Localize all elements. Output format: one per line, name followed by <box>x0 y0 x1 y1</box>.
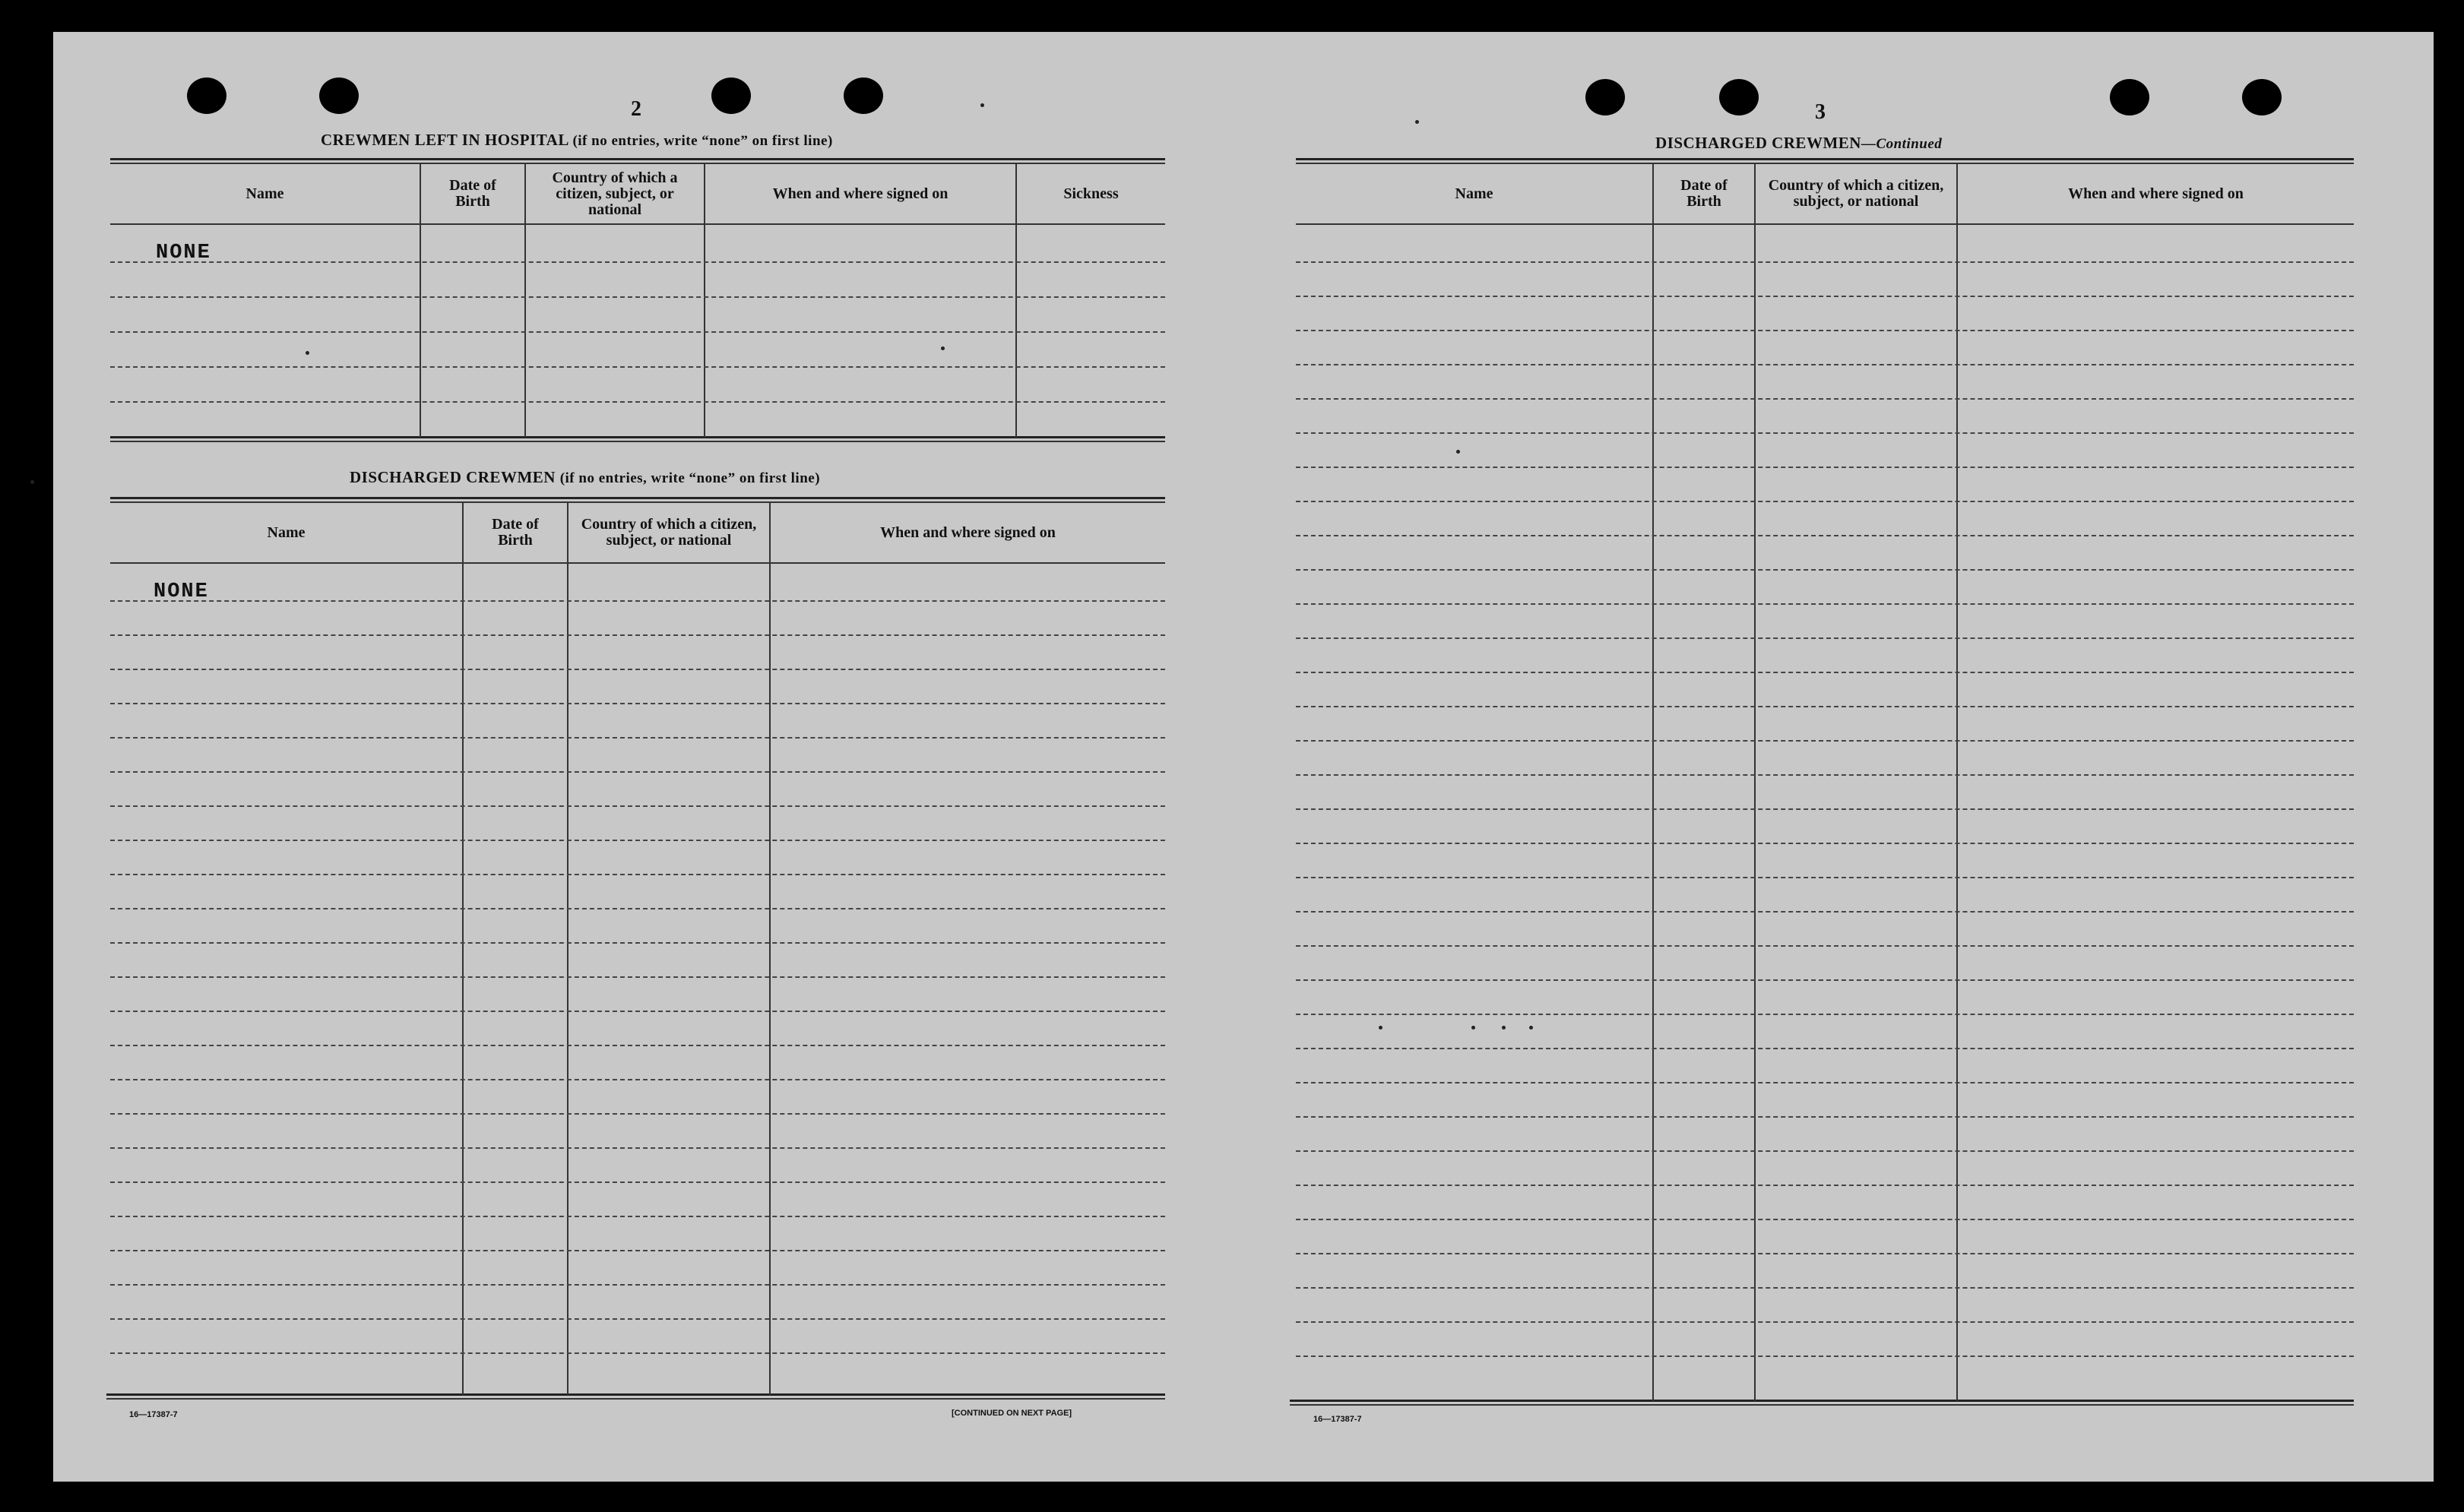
ink-speck <box>941 346 945 350</box>
discharged-left-col-country-text: Country of which a citizen, subject, or national <box>581 516 757 549</box>
discharged-title-text-right: DISCHARGED CREWMEN <box>1655 134 1861 152</box>
ruled-line <box>1296 535 2354 536</box>
ruled-line <box>1296 296 2354 297</box>
discharged-bottom-rule-left-2 <box>106 1398 1165 1400</box>
discharged-section-title-left <box>350 468 820 487</box>
form-number-left: 16—17387-7 <box>129 1410 178 1419</box>
ruled-line <box>110 1011 1165 1012</box>
discharged-right-col-country <box>1756 164 1956 223</box>
hospital-col-signed-on: When and where signed on <box>772 185 949 202</box>
ruled-line <box>1296 398 2354 400</box>
ruled-line <box>110 1045 1165 1046</box>
ink-speck <box>306 351 309 355</box>
ruled-line <box>110 366 1165 368</box>
punch-hole <box>1585 79 1625 115</box>
hospital-top-rule <box>110 158 1165 160</box>
ruled-line <box>110 634 1165 636</box>
ruled-line <box>110 942 1165 944</box>
ruled-line <box>1296 979 2354 981</box>
discharged-right-col-signed-on: When and where signed on <box>2068 185 2244 202</box>
ruled-line <box>110 331 1165 333</box>
discharged-title-suffix-right: —Continued <box>1861 136 1943 152</box>
ruled-line <box>110 737 1165 739</box>
ruled-line <box>1296 1185 2354 1186</box>
hospital-section-title <box>321 131 833 150</box>
ruled-line <box>1296 945 2354 947</box>
hospital-col-dob-text: Date of Birth <box>449 177 496 210</box>
punch-hole <box>2110 79 2149 115</box>
punch-hole <box>319 77 359 114</box>
discharged-right-col-divider <box>1652 163 1654 1401</box>
ink-speck <box>30 480 34 484</box>
ink-speck <box>980 103 984 107</box>
page-number-right: 3 <box>1815 100 1826 124</box>
punch-hole <box>187 77 226 114</box>
form-number-right: 16—17387-7 <box>1313 1415 1362 1424</box>
ink-speck <box>1471 1026 1475 1030</box>
discharged-left-col-signed-on: When and where signed on <box>880 524 1056 541</box>
ruled-line <box>1296 1219 2354 1220</box>
ruled-line <box>1296 569 2354 571</box>
discharged-left-col-country <box>568 503 769 562</box>
hospital-header-rule <box>110 223 1165 225</box>
ruled-line <box>1296 672 2354 673</box>
discharged-top-rule-right <box>1296 158 2354 160</box>
ruled-line <box>1296 706 2354 707</box>
ruled-line <box>110 1113 1165 1115</box>
ruled-line <box>110 805 1165 807</box>
hospital-instruction: (if no entries, write “none” on first line) <box>572 133 833 149</box>
ruled-line <box>110 1079 1165 1080</box>
ruled-line <box>110 296 1165 298</box>
discharged-bottom-rule-right <box>1290 1400 2354 1402</box>
ruled-line <box>1296 1048 2354 1049</box>
ruled-line <box>110 771 1165 773</box>
ruled-line <box>110 1216 1165 1217</box>
ruled-line <box>1296 1355 2354 1357</box>
punch-hole <box>1719 79 1759 115</box>
ruled-line <box>1296 261 2354 263</box>
discharged-right-col-name: Name <box>1455 185 1493 202</box>
discharged-right-col-divider <box>1754 163 1756 1401</box>
ink-speck <box>1502 1026 1506 1030</box>
form-sheet <box>53 32 2434 1482</box>
ruled-line <box>110 976 1165 978</box>
ruled-line <box>110 1147 1165 1149</box>
ruled-line <box>1296 1082 2354 1083</box>
discharged-header-rule-right <box>1296 223 2354 225</box>
ruled-line <box>1296 637 2354 639</box>
ruled-line <box>110 840 1165 841</box>
hospital-col-sickness: Sickness <box>1063 185 1119 202</box>
ruled-line <box>110 703 1165 704</box>
hospital-entry-none: NONE <box>156 242 211 264</box>
hospital-bottom-rule <box>110 436 1165 438</box>
discharged-right-col-dob <box>1654 164 1754 223</box>
ruled-line <box>1296 1014 2354 1015</box>
discharged-left-col-dob <box>464 503 567 562</box>
ruled-line <box>1296 330 2354 331</box>
hospital-col-dob <box>421 164 524 223</box>
ruled-line <box>1296 843 2354 844</box>
discharged-instruction-left: (if no entries, write “none” on first line) <box>559 470 821 486</box>
punch-hole <box>711 77 751 114</box>
ruled-line <box>1296 501 2354 502</box>
punch-hole <box>2242 79 2282 115</box>
ruled-line <box>110 1181 1165 1183</box>
page-number-left: 2 <box>631 97 641 121</box>
ruled-line <box>1296 808 2354 810</box>
ruled-line <box>1296 603 2354 605</box>
ruled-line <box>1296 432 2354 434</box>
ruled-line <box>110 1284 1165 1286</box>
ruled-line <box>1296 1253 2354 1254</box>
discharged-right-col-divider <box>1956 163 1958 1401</box>
ruled-line <box>1296 364 2354 365</box>
ruled-line <box>110 261 1165 263</box>
ruled-line <box>110 600 1165 602</box>
discharged-left-col-name: Name <box>267 524 306 541</box>
hospital-title-text: CREWMEN LEFT IN HOSPITAL <box>321 131 568 149</box>
ruled-line <box>1296 1150 2354 1152</box>
ruled-line <box>1296 877 2354 878</box>
ruled-line <box>1296 1116 2354 1118</box>
hospital-bottom-rule-2 <box>110 441 1165 442</box>
ink-speck <box>1379 1026 1382 1030</box>
discharged-right-col-country-text: Country of which a citizen, subject, or national <box>1768 177 1944 210</box>
ruled-line <box>1296 1321 2354 1323</box>
hospital-col-name: Name <box>245 185 284 202</box>
hospital-col-country-text: Country of which a citizen, subject, or national <box>552 169 678 218</box>
ruled-line <box>1296 911 2354 913</box>
ruled-line <box>1296 740 2354 742</box>
ink-speck <box>1529 1026 1533 1030</box>
discharged-left-col-dob-text: Date of Birth <box>492 516 539 549</box>
discharged-title-text-left: DISCHARGED CREWMEN <box>350 468 556 486</box>
ruled-line <box>1296 774 2354 776</box>
continued-note: [CONTINUED ON NEXT PAGE] <box>952 1409 1072 1418</box>
ruled-line <box>110 1352 1165 1354</box>
ruled-line <box>1296 467 2354 468</box>
ink-speck <box>1415 120 1419 124</box>
ruled-line <box>110 401 1165 403</box>
discharged-header-rule-left <box>110 562 1165 564</box>
hospital-col-country <box>526 164 704 223</box>
discharged-top-rule-left <box>110 497 1165 499</box>
punch-hole <box>844 77 883 114</box>
ruled-line <box>110 1250 1165 1251</box>
discharged-entry-none: NONE <box>154 580 209 603</box>
discharged-right-col-dob-text: Date of Birth <box>1680 177 1728 210</box>
discharged-section-title-right <box>1655 134 1942 153</box>
discharged-bottom-rule-right-2 <box>1290 1404 2354 1406</box>
ruled-line <box>110 908 1165 909</box>
ruled-line <box>1296 1287 2354 1289</box>
ruled-line <box>110 874 1165 875</box>
ruled-line <box>110 1318 1165 1320</box>
discharged-bottom-rule-left <box>106 1393 1165 1396</box>
ruled-line <box>110 669 1165 670</box>
ink-speck <box>1456 450 1460 454</box>
